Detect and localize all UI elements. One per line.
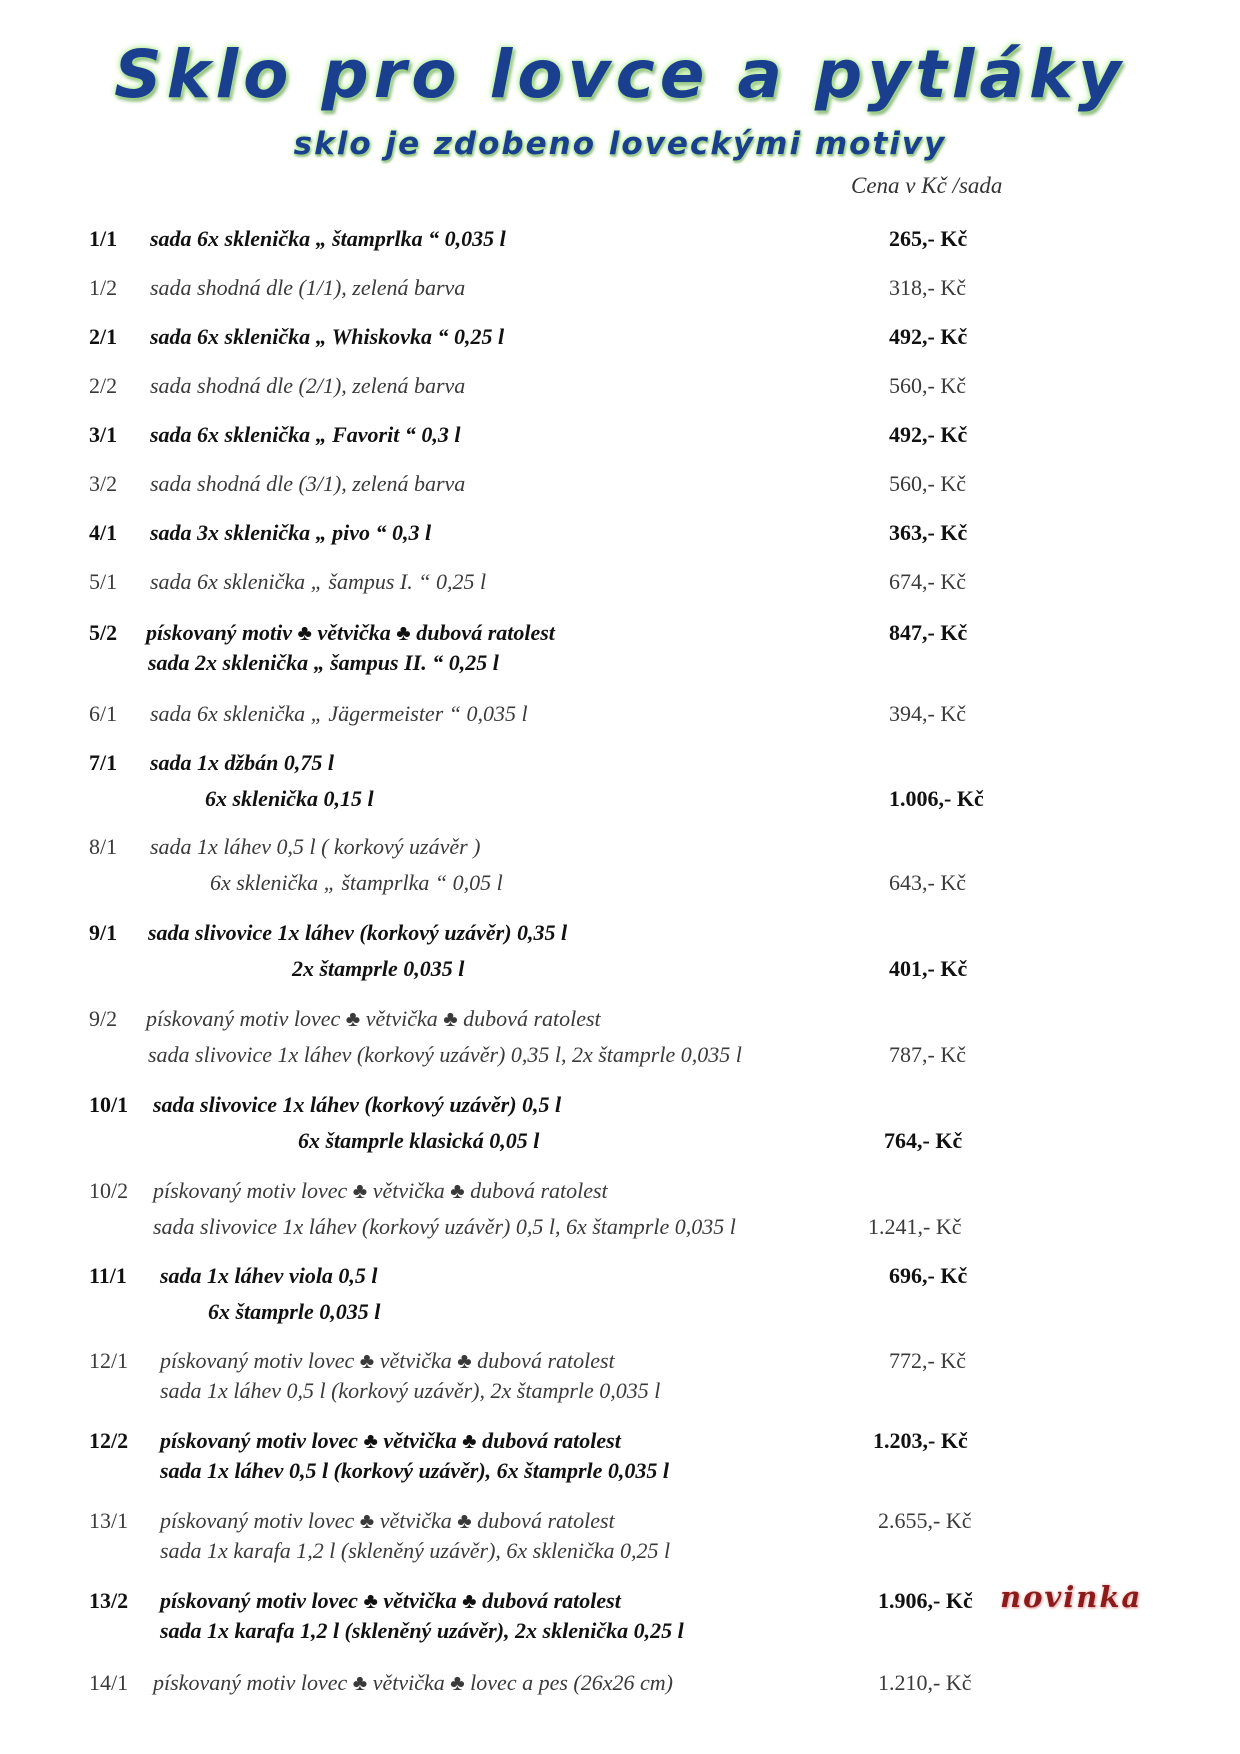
- item-description: 2x štamprle 0,035 l: [292, 956, 465, 981]
- item-description: sada 6x sklenička „ Favorit “ 0,3 l: [150, 422, 461, 447]
- item-price: 787,- Kč: [889, 1042, 966, 1067]
- item-description: sada slivovice 1x láhev (korkový uzávěr) 0,5 l: [153, 1092, 562, 1117]
- item-code: 10/1: [89, 1092, 129, 1117]
- item-price: 265,- Kč: [889, 226, 968, 251]
- item-description: sada shodná dle (1/1), zelená barva: [150, 275, 466, 300]
- item-description: pískovaný motiv lovec ♣ větvička ♣ dubová ratolest: [146, 1006, 601, 1031]
- item-price: 772,- Kč: [889, 1348, 966, 1373]
- item-code: 9/2: [89, 1006, 118, 1031]
- item-description: sada 3x sklenička „ pivo “ 0,3 l: [150, 520, 432, 545]
- item-description: sada shodná dle (2/1), zelená barva: [150, 373, 466, 398]
- item-code: 12/1: [89, 1348, 129, 1373]
- item-description: sada slivovice 1x láhev (korkový uzávěr) 0,35 l, 2x štamprle 0,035 l: [148, 1042, 742, 1067]
- item-description: pískovaný motiv lovec ♣ větvička ♣ dubová ratolest: [160, 1588, 621, 1613]
- item-price: 560,- Kč: [889, 373, 966, 398]
- item-price: 394,- Kč: [889, 701, 966, 726]
- item-code: 9/1: [89, 920, 118, 945]
- item-code: 3/2: [89, 471, 118, 496]
- item-description: sada slivovice 1x láhev (korkový uzávěr) 0,35 l: [148, 920, 568, 945]
- item-price: 1.006,- Kč: [889, 786, 984, 811]
- item-description: sada 1x láhev 0,5 l ( korkový uzávěr ): [150, 834, 481, 859]
- item-price: 847,- Kč: [889, 620, 968, 645]
- item-price: 1.906,- Kč: [878, 1588, 973, 1613]
- item-description: sada 1x karafa 1,2 l (skleněný uzávěr), 2x sklenička 0,25 l: [160, 1618, 684, 1643]
- item-description: 6x štamprle klasická 0,05 l: [298, 1128, 540, 1153]
- page-title: Sklo pro lovce a pytláky: [114, 36, 1126, 113]
- item-code: 13/2: [89, 1588, 129, 1613]
- item-description: sada shodná dle (3/1), zelená barva: [150, 471, 466, 496]
- item-code: 3/1: [89, 422, 118, 447]
- item-description: sada 1x láhev 0,5 l (korkový uzávěr), 2x štamprle 0,035 l: [160, 1378, 661, 1403]
- item-description: pískovaný motiv lovec ♣ větvička ♣ lovec a pes (26x26 cm): [153, 1670, 673, 1695]
- item-code: 11/1: [89, 1263, 127, 1288]
- item-description: 6x sklenička 0,15 l: [205, 786, 374, 811]
- item-description: sada 6x sklenička „ šampus I. “ 0,25 l: [150, 569, 487, 594]
- item-description: sada 2x sklenička „ šampus II. “ 0,25 l: [148, 650, 499, 675]
- item-code: 6/1: [89, 701, 118, 726]
- item-description: sada 1x láhev 0,5 l (korkový uzávěr), 6x štamprle 0,035 l: [160, 1458, 670, 1483]
- item-price: 643,- Kč: [889, 870, 966, 895]
- item-price: 1.203,- Kč: [873, 1428, 968, 1453]
- item-code: 12/2: [89, 1428, 129, 1453]
- item-description: pískovaný motiv lovec ♣ větvička ♣ dubová ratolest: [160, 1348, 615, 1373]
- item-description: pískovaný motiv lovec ♣ větvička ♣ dubová ratolest: [160, 1508, 615, 1533]
- item-price: 560,- Kč: [889, 471, 966, 496]
- item-code: 7/1: [89, 750, 118, 775]
- item-code: 8/1: [89, 834, 118, 859]
- item-code: 2/1: [89, 324, 118, 349]
- item-description: 6x štamprle 0,035 l: [208, 1299, 381, 1324]
- item-price: 764,- Kč: [884, 1128, 963, 1153]
- item-price: 1.210,- Kč: [878, 1670, 972, 1695]
- price-column-header: Cena v Kč /sada: [851, 173, 1003, 198]
- item-code: 2/2: [89, 373, 118, 398]
- item-code: 13/1: [89, 1508, 129, 1533]
- item-description: pískovaný motiv lovec ♣ větvička ♣ dubová ratolest: [160, 1428, 621, 1453]
- item-code: 1/1: [89, 226, 118, 251]
- item-description: sada 1x láhev viola 0,5 l: [160, 1263, 378, 1288]
- item-description: pískovaný motiv lovec ♣ větvička ♣ dubová ratolest: [153, 1178, 608, 1203]
- item-description: sada 6x sklenička „ Whiskovka “ 0,25 l: [150, 324, 505, 349]
- item-code: 5/1: [89, 569, 118, 594]
- item-price: 363,- Kč: [889, 520, 968, 545]
- item-description: sada 6x sklenička „ štamprlka “ 0,035 l: [150, 226, 506, 251]
- item-price: 696,- Kč: [889, 1263, 968, 1288]
- item-price: 492,- Kč: [889, 324, 968, 349]
- item-price: 318,- Kč: [889, 275, 966, 300]
- item-price: 401,- Kč: [889, 956, 968, 981]
- item-description: 6x sklenička „ štamprlka “ 0,05 l: [210, 870, 503, 895]
- item-code: 1/2: [89, 275, 118, 300]
- item-code: 14/1: [89, 1670, 129, 1695]
- item-price: 2.655,- Kč: [878, 1508, 972, 1533]
- item-code: 10/2: [89, 1178, 129, 1203]
- page-subtitle: sklo je zdobeno loveckými motivy: [293, 126, 947, 162]
- item-description: sada 6x sklenička „ Jägermeister “ 0,035 l: [150, 701, 528, 726]
- item-description: sada slivovice 1x láhev (korkový uzávěr) 0,5 l, 6x štamprle 0,035 l: [153, 1214, 736, 1239]
- item-description: sada 1x džbán 0,75 l: [150, 750, 334, 775]
- item-price: 674,- Kč: [889, 569, 966, 594]
- item-description: pískovaný motiv ♣ větvička ♣ dubová ratolest: [146, 620, 555, 645]
- item-code: 5/2: [89, 620, 118, 645]
- item-price: 492,- Kč: [889, 422, 968, 447]
- item-price: 1.241,- Kč: [868, 1214, 962, 1239]
- item-code: 4/1: [89, 520, 118, 545]
- item-description: sada 1x karafa 1,2 l (skleněný uzávěr), 6x sklenička 0,25 l: [160, 1538, 671, 1563]
- new-item-badge: novinka: [1000, 1580, 1143, 1614]
